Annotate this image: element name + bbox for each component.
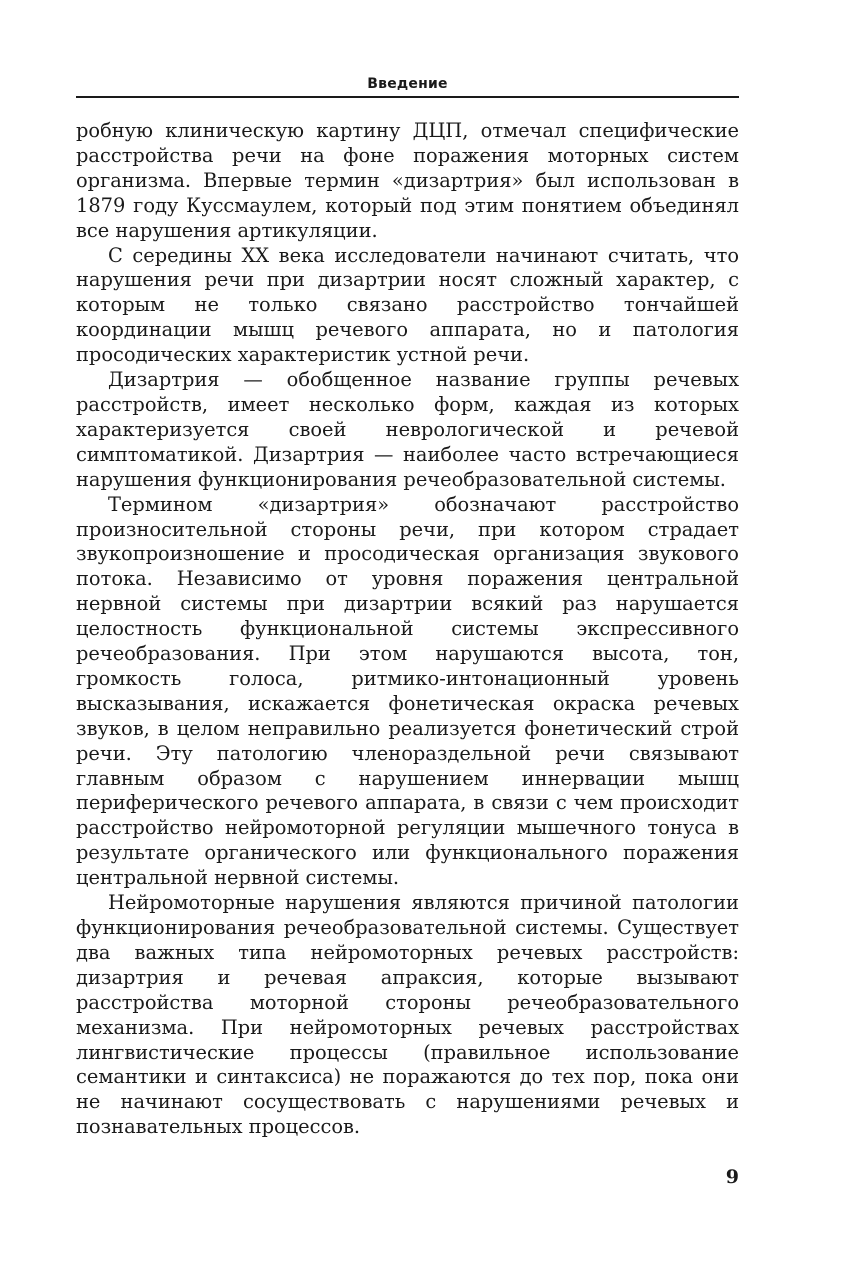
paragraph: С середины ХХ века исследователи начинают считать, что нарушения речи при дизартрии носят сложный характер, с которым не только связано расстройство тончайшей координации мышц речевого аппарата, но и патология просодических характеристик устной речи. <box>76 243 739 367</box>
body-text <box>76 119 739 1140</box>
page-number: 9 <box>725 1166 739 1188</box>
paragraph: Нейромоторные нарушения являются причиной патологии функционирования речеобразовательной системы. Существует два важных типа нейромоторных речевых расстройств: дизартрия и речевая апраксия, которые вызывают расстройства моторной стороны речеобразовательного механизма. При нейромоторных речевых расстройствах лингвистические процессы (правильное использование семантики и синтаксиса) не поражаются до тех пор, пока они не начинают сосуществовать с нарушениями речевых и познавательных процессов. <box>76 891 739 1139</box>
paragraph: Дизартрия — обобщенное название группы речевых расстройств, имеет несколько форм, каждая из которых характеризуется своей неврологической и речевой симптоматикой. Дизартрия — наиболее часто встречающиеся нарушения функционирования речеобразовательной системы. <box>76 368 739 491</box>
paragraph-continued: робную клиническую картину ДЦП, отмечал специфические расстройства речи на фоне поражения моторных систем организма. Впервые термин «дизартрия» был использован в 1879 году Куссмаулем, который под этим понятием объединял все нарушения артикуляции. <box>76 119 739 242</box>
running-header <box>76 72 739 98</box>
header-title: Введение <box>367 76 448 92</box>
paragraph: Термином «дизартрия» обозначают расстройство произносительной стороны речи, при котором страдает звукопроизношение и просодическая организация звукового потока. Независимо от уровня поражения центральной нервной системы при дизартрии всякий раз нарушается целостность функциональной системы экспрессивного речеобразования. При этом нарушаются высота, тон, громкость голоса, ритмико-интонационный уровень высказывания, искажается фонетическая окраска речевых звуков, в целом неправильно реализуется фонетический строй речи. Эту патологию членораздельной речи связывают главным образом с нарушением иннервации мышц периферического речевого аппарата, в связи с чем происходит расстройство нейромоторной регуляции мышечного тонуса в результате органического или функционального поражения центральной нервной системы. <box>76 492 739 890</box>
